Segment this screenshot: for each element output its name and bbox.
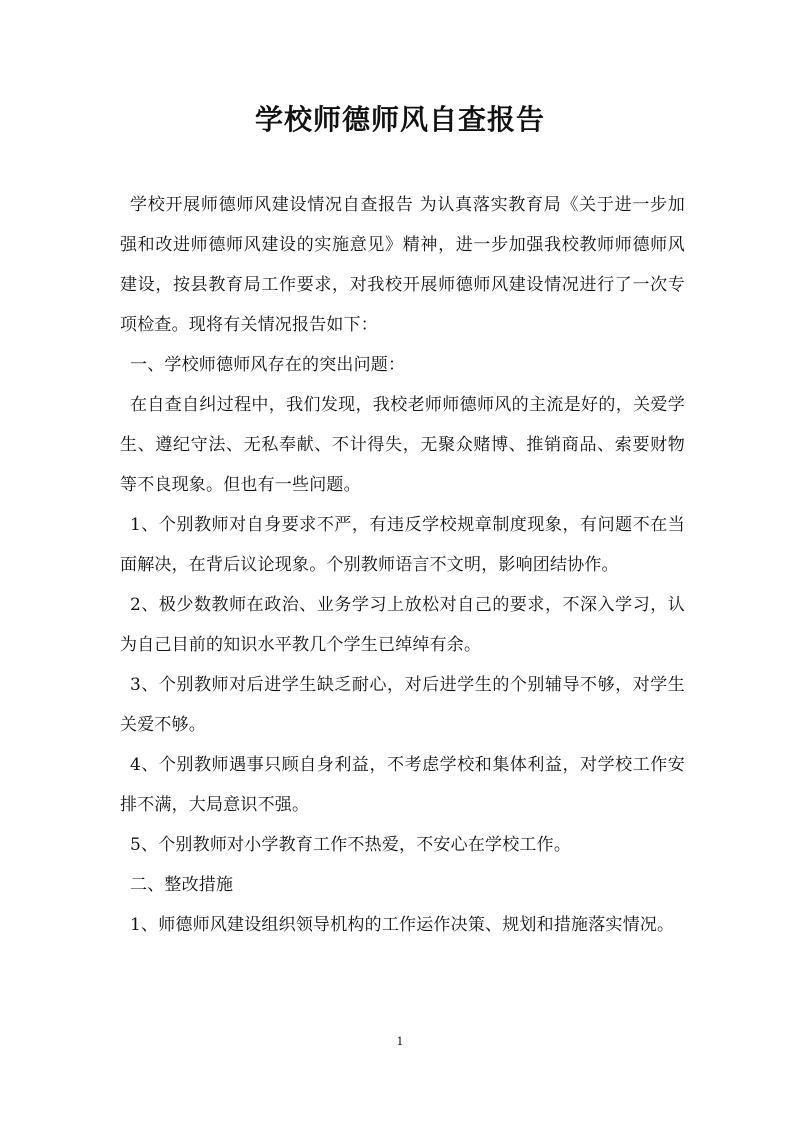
list-item-problem-1: 1、个别教师对自身要求不严，有违反学校规章制度现象，有问题不在当面解决，在背后议论现象。个别教师语言不文明，影响团结协作。 xyxy=(120,515,685,575)
list-item-problem-2: 2、极少数教师在政治、业务学习上放松对自己的要求，不深入学习，认为自己目前的知识水平教几个学生已绰绰有余。 xyxy=(120,595,685,655)
document-body xyxy=(120,185,685,945)
list-item-measure-1: 1、师德师风建设组织领导机构的工作运作决策、规划和措施落实情况。 xyxy=(130,915,675,935)
paragraph-findings: 在自查自纠过程中，我们发现，我校老师师德师风的主流是好的，关爱学生、遵纪守法、无私奉献、不计得失，无聚众赌博、推销商品、索要财物等不良现象。但也有一些问题。 xyxy=(120,395,685,495)
paragraph-intro: 学校开展师德师风建设情况自查报告 为认真落实教育局《关于进一步加强和改进师德师风建设的实施意见》精神，进一步加强我校教师师德师风建设，按县教育局工作要求，对我校开展师德师风建设情况进行了一次专项检查。现将有关情况报告如下： xyxy=(120,195,685,335)
list-item-problem-3: 3、个别教师对后进学生缺乏耐心，对后进学生的个别辅导不够，对学生关爱不够。 xyxy=(120,675,685,735)
page-number: 1 xyxy=(396,1035,404,1048)
document-title: 学校师德师风自查报告 xyxy=(254,103,545,136)
list-item-problem-4: 4、个别教师遇事只顾自身利益，不考虑学校和集体利益，对学校工作安排不满，大局意识不强。 xyxy=(120,755,685,815)
section-heading-measures: 二、整改措施 xyxy=(130,875,234,895)
list-item-problem-5: 5、个别教师对小学教育工作不热爱，不安心在学校工作。 xyxy=(130,835,572,855)
section-heading-problems: 一、学校师德师风存在的突出问题： xyxy=(130,355,406,375)
